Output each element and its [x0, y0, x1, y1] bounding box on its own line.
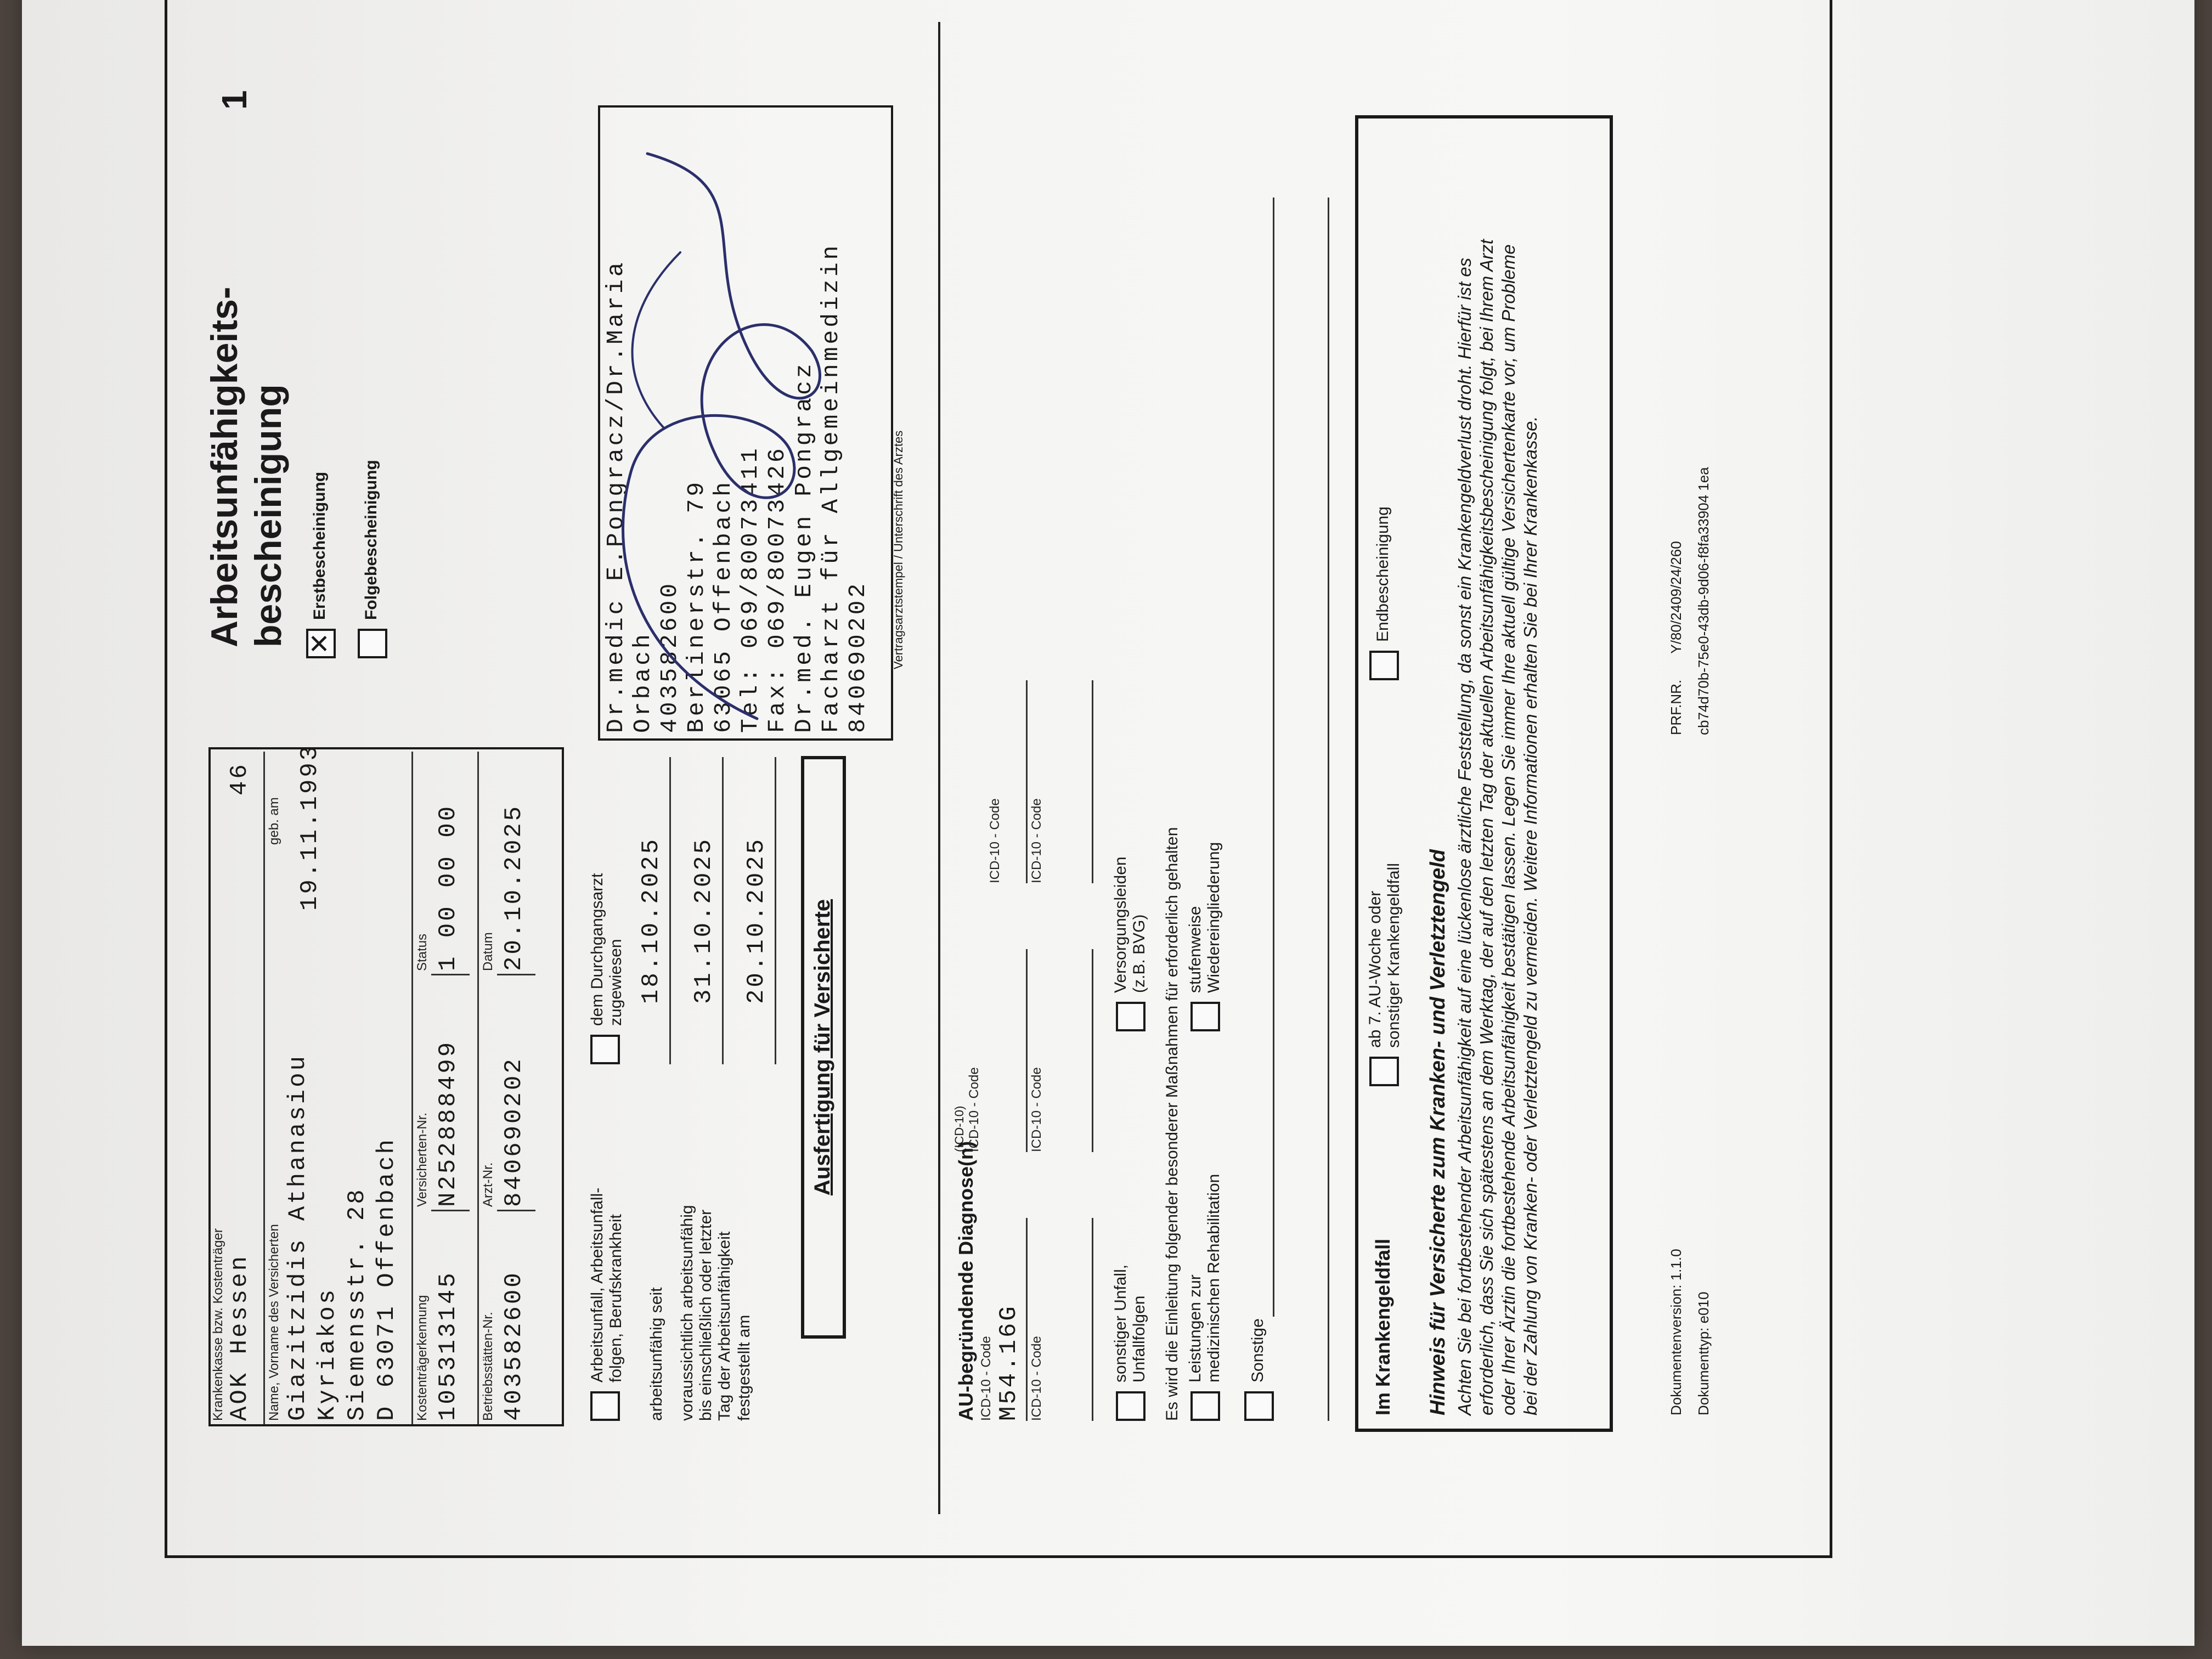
hint-line-1: Achten Sie bei fortbestehender Arbeitsunfähigkeit auf eine lückenlose ärztliche Feststellung, da sonst ein Krankengeldverlust droht. Hierfür ist es	[1454, 257, 1475, 1415]
week7-1: ab 7. AU-Woche oder	[1366, 890, 1384, 1048]
final-cert-checkbox[interactable]	[1369, 651, 1399, 680]
transit-doctor-2: zugewiesen	[607, 939, 625, 1026]
stamp-line: 63065 Offenbach	[710, 479, 737, 733]
doc-type-value: e010	[1695, 1291, 1712, 1324]
first-cert-checkbox[interactable]: ✕	[306, 629, 336, 658]
birth-date: 19.11.1993	[296, 743, 324, 911]
insured-no-label: Versicherten-Nr.	[415, 1112, 430, 1207]
doc-type	[1695, 1292, 1712, 1415]
insurer-value: AOK Hessen	[226, 1254, 253, 1421]
diagnosis-title: AU-begründende Diagnose(n)	[955, 1141, 977, 1421]
other-accident-1: sonstiger Unfall,	[1111, 1264, 1130, 1383]
stamp-line: Dr.medic E.Pongracz/Dr.Maria	[602, 259, 629, 733]
other-accident-2: Unfallfolgen	[1130, 1295, 1148, 1383]
follow-cert-checkbox[interactable]	[358, 629, 387, 658]
follow-cert-label: Folgebescheinigung	[362, 460, 380, 620]
diagnosis-suffix: (ICD-10)	[952, 1105, 966, 1152]
first-cert-label: Erstbescheinigung	[311, 471, 329, 620]
stamp-line: 403582600	[656, 580, 683, 733]
cost-id-label: Kostenträgerkennung	[415, 1295, 430, 1421]
form-title-line1: Arbeitsunfähigkeits-	[204, 286, 245, 647]
until-label-3: Tag der Arbeitsunfähigkeit	[715, 1231, 733, 1421]
found-date: 20.10.2025	[743, 837, 770, 1004]
stamp-line: Dr.med. Eugen Pongracz	[791, 361, 817, 733]
week7-2: sonstiger Krankengeldfall	[1385, 863, 1403, 1048]
misc-checkbox[interactable]	[1244, 1391, 1274, 1421]
stamp-line: 840690202	[844, 580, 871, 733]
name-line1: Giazitzidis Athanasiou	[284, 1054, 312, 1421]
hint-title: Hinweis für Versicherte zum Kranken- und Verletztengeld	[1426, 849, 1449, 1415]
doc-version-value: 1.1.0	[1668, 1249, 1684, 1281]
supply-1: Versorgungsleiden	[1111, 856, 1130, 993]
final-cert-label: Endbescheinigung	[1374, 506, 1392, 642]
reintegration-checkbox[interactable]	[1190, 1002, 1220, 1031]
stamp-caption: Vertragsarztstempel / Unterschrift des Arztes	[891, 430, 905, 669]
prf-label: PRF.NR.	[1668, 679, 1684, 735]
supply-2: (z.B. BVG)	[1130, 914, 1148, 993]
transit-doctor-checkbox[interactable]	[590, 1035, 620, 1064]
document-id: cb74d70b-75e0-43db-9d06-f8fa33904 1ea	[1695, 467, 1712, 735]
hint-line-3: oder Ihrer Ärztin die fortbestehende Arbeitsunfähigkeit bestätigen lassen. Legen Sie immer Ihre aktuell gültige Versichertenkarte vor, um Probleme	[1498, 244, 1519, 1415]
icd-label-4: ICD-10 - Code	[1029, 1067, 1044, 1152]
prf-value: Y/80/2409/24/260	[1668, 541, 1684, 654]
stamp-line: Fax: 069/80073426	[764, 445, 791, 733]
until-label-1: voraussichtlich arbeitsunfähig	[678, 1205, 696, 1421]
stamp-line: Tel: 069/80073411	[737, 445, 764, 733]
icd-label-5: ICD-10 - Code	[988, 798, 1002, 883]
stamp-line: Facharzt für Allgemeinmedizin	[817, 242, 844, 733]
copy-banner: Ausfertigung für Versicherte	[801, 756, 846, 1339]
hint-line-2: erforderlich, dass Sie sich spätestens an dem Werktag, der auf den letzten Tag der aktuellen Arbeitsunfähigkeitsbescheinigung folgt, bei Ihrem Arzt	[1476, 239, 1497, 1415]
misc-label: Sonstige	[1249, 1318, 1267, 1383]
reintegration-2: Wiedereingliederung	[1205, 842, 1223, 993]
stamp-line: Berlinerstr. 79	[683, 479, 710, 733]
sick-note-form	[165, 0, 1832, 1558]
accident-label-2: folgen, Berufskrankheit	[607, 1214, 625, 1383]
until-label-2: bis einschließlich oder letzter	[697, 1209, 715, 1421]
transit-doctor-1: dem Durchgangsarzt	[588, 873, 606, 1026]
icd-label-1: ICD-10 - Code	[979, 1336, 994, 1421]
signature	[582, 132, 911, 735]
issue-date: 20.10.2025	[500, 804, 528, 971]
street: Siemensstr. 28	[343, 1187, 371, 1421]
rehab-2: medizinischen Rehabilitation	[1205, 1173, 1223, 1383]
insurer-code: 46	[226, 762, 253, 795]
doc-version	[1668, 1249, 1685, 1415]
rehab-checkbox[interactable]	[1190, 1391, 1220, 1421]
rehab-1: Leistungen zur	[1186, 1274, 1204, 1383]
supply-checkbox[interactable]	[1116, 1002, 1146, 1031]
accident-checkbox[interactable]	[590, 1391, 620, 1421]
reintegration-1: stufenweise	[1186, 906, 1204, 993]
hint-line-4: bei der Zahlung von Kranken- oder Verletztengeld zu vermeiden. Weitere Informationen erhalten Sie bei Ihrer Krankenkasse.	[1520, 416, 1541, 1415]
name-line2: Kyriakos	[314, 1287, 341, 1421]
found-label: festgestellt am	[735, 1314, 753, 1421]
icd-label-2: ICD-10 - Code	[1029, 1336, 1044, 1421]
insurer-label: Krankenkasse bzw. Kostenträger	[211, 1228, 225, 1421]
form-title-line2: bescheinigung	[247, 384, 289, 647]
birth-label: geb. am	[267, 797, 281, 845]
insured-no: N252888499	[435, 1040, 462, 1207]
until-date: 31.10.2025	[690, 837, 718, 1004]
facility-no: 403582600	[500, 1271, 528, 1421]
facility-label: Betriebsstätten-Nr.	[481, 1312, 495, 1421]
since-date: 18.10.2025	[637, 837, 665, 1004]
measures-text: Es wird die Einleitung folgender besonderer Maßnahmen für erforderlich gehalten	[1163, 827, 1181, 1421]
icd-label-6: ICD-10 - Code	[1029, 798, 1044, 883]
city: D 63071 Offenbach	[373, 1137, 400, 1421]
diagnosis-code: M54.16G	[995, 1304, 1023, 1421]
sick-pay-title: Im Krankengeldfall	[1372, 1238, 1394, 1415]
week7-checkbox[interactable]	[1369, 1057, 1399, 1086]
status: 1 00 00 00	[435, 804, 462, 971]
accident-label-1: Arbeitsunfall, Arbeitsunfall-	[588, 1187, 606, 1383]
stamp-line: Orbach	[629, 631, 656, 733]
status-label: Status	[415, 933, 430, 971]
prf-number	[1668, 541, 1685, 735]
doctor-no-label: Arzt-Nr.	[481, 1162, 495, 1207]
cost-id: 105313145	[435, 1271, 462, 1421]
other-accident-checkbox[interactable]	[1116, 1391, 1146, 1421]
since-label: arbeitsunfähig seit	[647, 1287, 665, 1421]
doc-version-label: Dokumentenversion:	[1668, 1284, 1684, 1415]
name-label: Name, Vorname des Versicherten	[267, 1224, 281, 1421]
icd-label-3: ICD-10 - Code	[967, 1067, 981, 1152]
hint-text	[1454, 126, 1542, 1415]
date-label: Datum	[481, 932, 495, 971]
page-number: 1	[215, 90, 254, 110]
doc-type-label: Dokumenttyp:	[1695, 1327, 1712, 1415]
doctor-no: 840690202	[500, 1057, 528, 1207]
